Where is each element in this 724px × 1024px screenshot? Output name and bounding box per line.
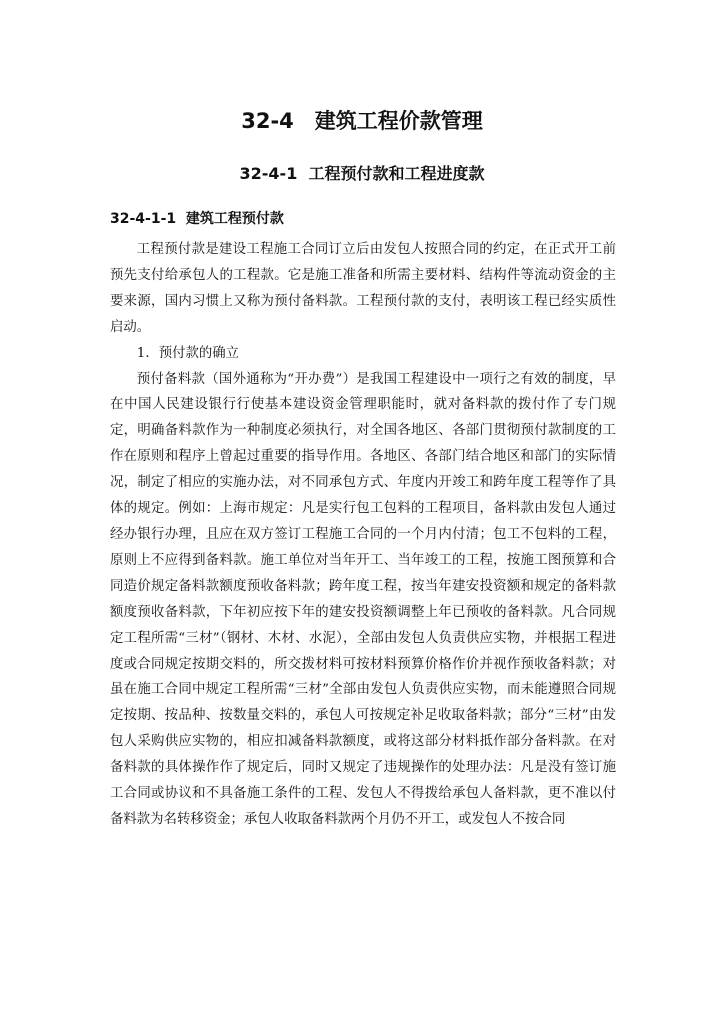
body-paragraph: 预付备料款（国外通称为“开办费”）是我国工程建设中一项行之有效的制度，早在中国人民建设银行行使基本建设资金管理职能时，就对备料款的拨付作了专门规定，明确备料款作为一种制度必须执行，对全国各地区、各部门贯彻预付款制度的工作在原则和程序上曾起过重要的指导作用。各地区、各部门结合地区和部门的实际情况，制定了相应的实施办法，对不同承包方式、年度内开竣工和跨年度工程等作了具体的规定。例如：上海市规定：凡是实行包工包料的工程项目，备料款由发包人通过经办银行办理，且应在双方签订工程施工合同的一个月内付清；包工不包料的工程，原则上不应得到备料款。施工单位对当年开工、当年竣工的工程，按施工图预算和合同造价规定备料款额度预收备料款；跨年度工程，按当年建安投资额和规定的备料款额度预收备料款，下年初应按下年的建安投资额调整上年已预收的备料款。凡合同规定工程所需“三材”（钢材、木材、水泥），全部由发包人负责供应实物，并根据工程进度或合同规定按期交料的，所交拨材料可按材料预算价格作价并视作预收备料款；对虽在施工合同中规定工程所需“三材”全部由发包人负责供应实物，而未能遵照合同规定按期、按品种、按数量交料的，承包人可按规定补足收取备料款；部分“三材”由发包人采购供应实物的，相应扣减备料款额度，或将这部分材料抵作部分备料款。在对备料款的具体操作作了规定后，同时又规定了违规操作的处理办法：凡是没有签订施工合同或协议和不具备施工条件的工程、发包人不得拨给承包人备料款，更不准以付备料款为名转移资金；承包人收取备料款两个月仍不开工，或发包人不按合同 [110, 371, 616, 827]
intro-paragraph: 工程预付款是建设工程施工合同订立后由发包人按照合同的约定，在正式开工前预先支付给承包人的工程款。它是施工准备和所需主要材料、结构件等流动资金的主要来源，国内习惯上又称为预付备料款。工程预付款的支付，表明该工程已经实质性启动。 [110, 242, 616, 335]
body-text [110, 237, 616, 833]
chapter-title: 32-4 建筑工程价款管理 [241, 109, 483, 133]
section-title: 32-4-1 工程预付款和工程进度款 [239, 164, 485, 183]
subsection-title: 32-4-1-1 建筑工程预付款 [110, 211, 284, 227]
list-item-heading: 1．预付款的确立 [136, 345, 240, 361]
